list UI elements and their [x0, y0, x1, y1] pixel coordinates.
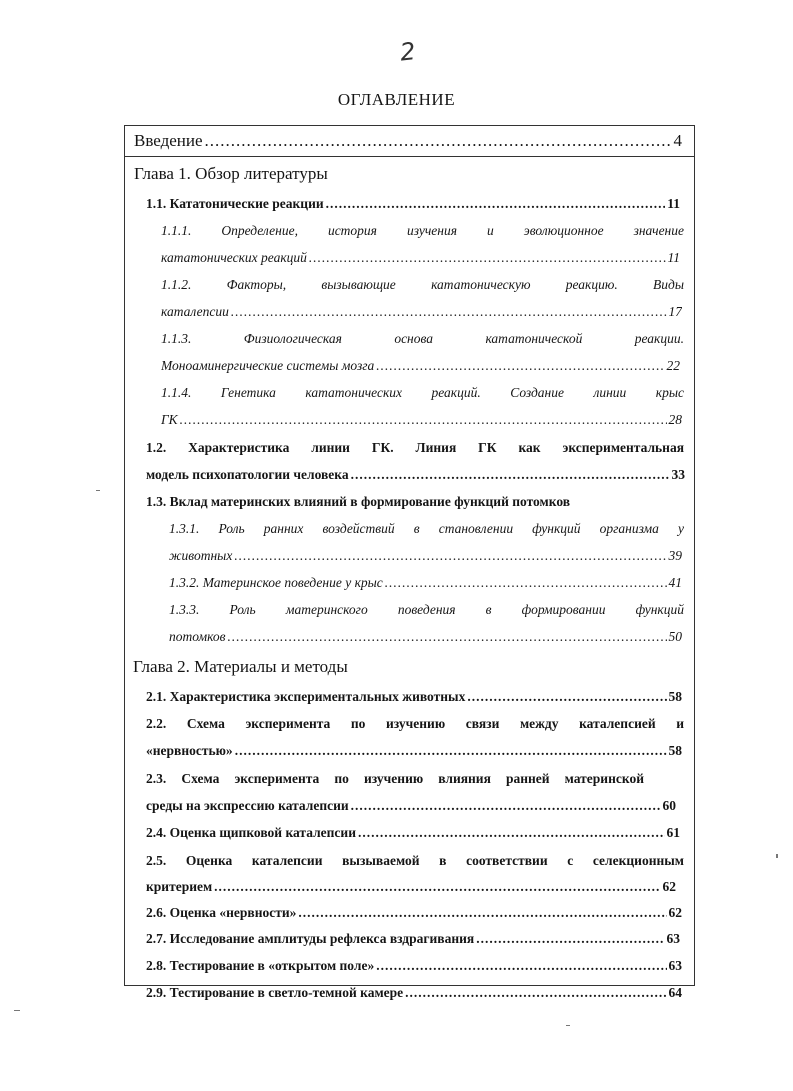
leader-dots: [376, 958, 666, 974]
leader-dots: [234, 548, 666, 564]
toc-entry-label: 2.1. Характеристика экспериментальных животных: [146, 689, 466, 704]
leader-dots: [385, 575, 667, 591]
toc-page-number: 22: [666, 358, 680, 373]
leader-dots: [326, 196, 666, 212]
leader-dots: [214, 879, 660, 895]
toc-entry-label: 1.3. Вклад материнских влияний в формирование функций потомков: [146, 494, 571, 509]
toc-entry-label: ГК: [161, 412, 178, 427]
toc-entry-1-2-line2[interactable]: [146, 467, 685, 483]
toc-entry-1-3-1-line2[interactable]: [169, 548, 682, 564]
intro-divider: [125, 156, 694, 157]
toc-entry-label: потомков: [169, 629, 226, 644]
leader-dots: [180, 412, 667, 428]
toc-entry-2-5-line1[interactable]: 2.5. Оценка каталепсии вызываемой в соответствии с селекционным: [146, 853, 684, 868]
toc-entry-1-2-line1[interactable]: 1.2. Характеристика линии ГК. Линия ГК как экспериментальная: [146, 440, 684, 455]
toc-page-number: 4: [673, 131, 682, 150]
toc-page-number: 61: [666, 825, 680, 840]
scan-speck: [14, 1010, 20, 1011]
toc-entry-label: критерием: [146, 879, 213, 894]
toc-page-number: 28: [668, 412, 682, 427]
scan-speck: [96, 490, 100, 491]
toc-entry-1-1-1-line2[interactable]: [161, 250, 680, 266]
toc-entry-1-3-1-line1[interactable]: 1.3.1. Роль ранних воздействий в становлении функций организма у: [169, 521, 684, 536]
toc-entry-2-1[interactable]: [146, 689, 682, 705]
toc-page-number: 63: [666, 931, 680, 946]
leader-dots: [228, 629, 667, 645]
toc-entry-2-7[interactable]: [146, 931, 680, 947]
table-of-contents: [124, 125, 695, 1000]
toc-entry-label: Введение: [134, 131, 203, 150]
toc-entry-label: 2.8. Тестирование в «открытом поле»: [146, 958, 375, 973]
toc-entry-label: 2.7. Исследование амплитуды рефлекса вздрагивания: [146, 931, 475, 946]
toc-entry-1-3-3-line1[interactable]: 1.3.3. Роль материнского поведения в формировании функций: [169, 602, 684, 617]
toc-entry-1-1-1-line1[interactable]: 1.1.1. Определение, история изучения и эволюционное значение: [161, 223, 684, 238]
toc-entry-label: «нервностью»: [146, 743, 233, 758]
leader-dots: [309, 250, 666, 266]
leader-dots: [358, 825, 665, 841]
toc-page-number: 62: [662, 879, 676, 894]
toc-entry-label: 1.1. Кататонические реакции: [146, 196, 324, 211]
document-title: ОГЛАВЛЕНИЕ: [337, 90, 456, 109]
leader-dots: [351, 798, 661, 814]
toc-entry-label: 2.4. Оценка щипковой каталепсии: [146, 825, 356, 840]
toc-entry-1-1-2-line2[interactable]: [161, 304, 682, 320]
toc-chapter-2[interactable]: [133, 657, 348, 677]
toc-page-number: 62: [668, 905, 682, 920]
toc-entry-2-2-line2[interactable]: [146, 743, 682, 759]
toc-entry-label: 2.6. Оценка «нервности»: [146, 905, 297, 920]
leader-dots: [235, 743, 667, 759]
toc-chapter-1[interactable]: [134, 164, 328, 184]
toc-entry-label: 2.9. Тестирование в светло-темной камере: [146, 985, 404, 1000]
toc-entry-label: животных: [169, 548, 233, 563]
toc-page-number: 58: [668, 689, 682, 704]
leader-dots: [467, 689, 666, 705]
toc-entry-label: среды на экспрессию каталепсии: [146, 798, 349, 813]
leader-dots: [205, 131, 672, 151]
leader-dots: [376, 358, 664, 374]
toc-page-number: 17: [668, 304, 682, 319]
toc-page-number: 63: [668, 958, 682, 973]
toc-entry-label: 1.3.2. Материнское поведение у крыс: [169, 575, 383, 590]
toc-page-number: 50: [668, 629, 682, 644]
leader-dots: [351, 467, 670, 483]
toc-entry-2-9[interactable]: [146, 985, 682, 1001]
toc-entry-2-6[interactable]: [146, 905, 682, 921]
scan-speck: [566, 1025, 570, 1026]
toc-page-number: 60: [662, 798, 676, 813]
toc-entry-1-3-3-line2[interactable]: [169, 629, 682, 645]
toc-entry-label: каталепсии: [161, 304, 229, 319]
toc-entry-1-1-4-line2[interactable]: [161, 412, 682, 428]
leader-dots: [476, 931, 664, 947]
toc-page-number: 41: [668, 575, 682, 590]
toc-entry-1-1[interactable]: [146, 196, 680, 212]
toc-entry-2-8[interactable]: [146, 958, 682, 974]
toc-entry-2-2-line1[interactable]: 2.2. Схема эксперимента по изучению связи между каталепсией и: [146, 716, 684, 731]
toc-page-number: 58: [668, 743, 682, 758]
toc-entry-label: Моноаминергические системы мозга: [161, 358, 375, 373]
toc-entry-label: модель психопатологии человека: [146, 467, 349, 482]
toc-page-number: 39: [668, 548, 682, 563]
chapter-title: Глава 1. Обзор литературы: [134, 164, 328, 183]
leader-dots: [231, 304, 667, 320]
toc-page-number: 33: [671, 467, 685, 482]
toc-page-number: 11: [667, 250, 680, 265]
toc-entry-2-3-line2[interactable]: [146, 798, 676, 814]
toc-entry-2-5-line2[interactable]: [146, 879, 676, 895]
toc-entry-1-1-3-line1[interactable]: 1.1.3. Физиологическая основа кататонической реакции.: [161, 331, 684, 346]
toc-entry-1-3[interactable]: [146, 494, 570, 510]
toc-page-number: 64: [668, 985, 682, 1000]
toc-entry-1-1-3-line2[interactable]: [161, 358, 680, 374]
toc-entry-1-1-2-line1[interactable]: 1.1.2. Факторы, вызывающие кататоническую реакцию. Виды: [161, 277, 684, 292]
handwritten-page-number: 2: [398, 37, 417, 67]
toc-page-number: 11: [667, 196, 680, 211]
toc-entry-1-1-4-line1[interactable]: 1.1.4. Генетика кататонических реакций. Создание линии крыс: [161, 385, 684, 400]
toc-entry-label: кататонических реакций: [161, 250, 307, 265]
leader-dots: [298, 905, 666, 921]
toc-entry-1-3-2[interactable]: [169, 575, 682, 591]
scan-speck: [776, 854, 778, 858]
toc-entry-2-3-line1[interactable]: 2.3. Схема эксперимента по изучению влияния ранней материнской: [146, 771, 644, 786]
toc-entry-2-4[interactable]: [146, 825, 680, 841]
chapter-title: Глава 2. Материалы и методы: [133, 657, 348, 676]
toc-entry-intro[interactable]: [134, 131, 682, 151]
leader-dots: [405, 985, 666, 1001]
